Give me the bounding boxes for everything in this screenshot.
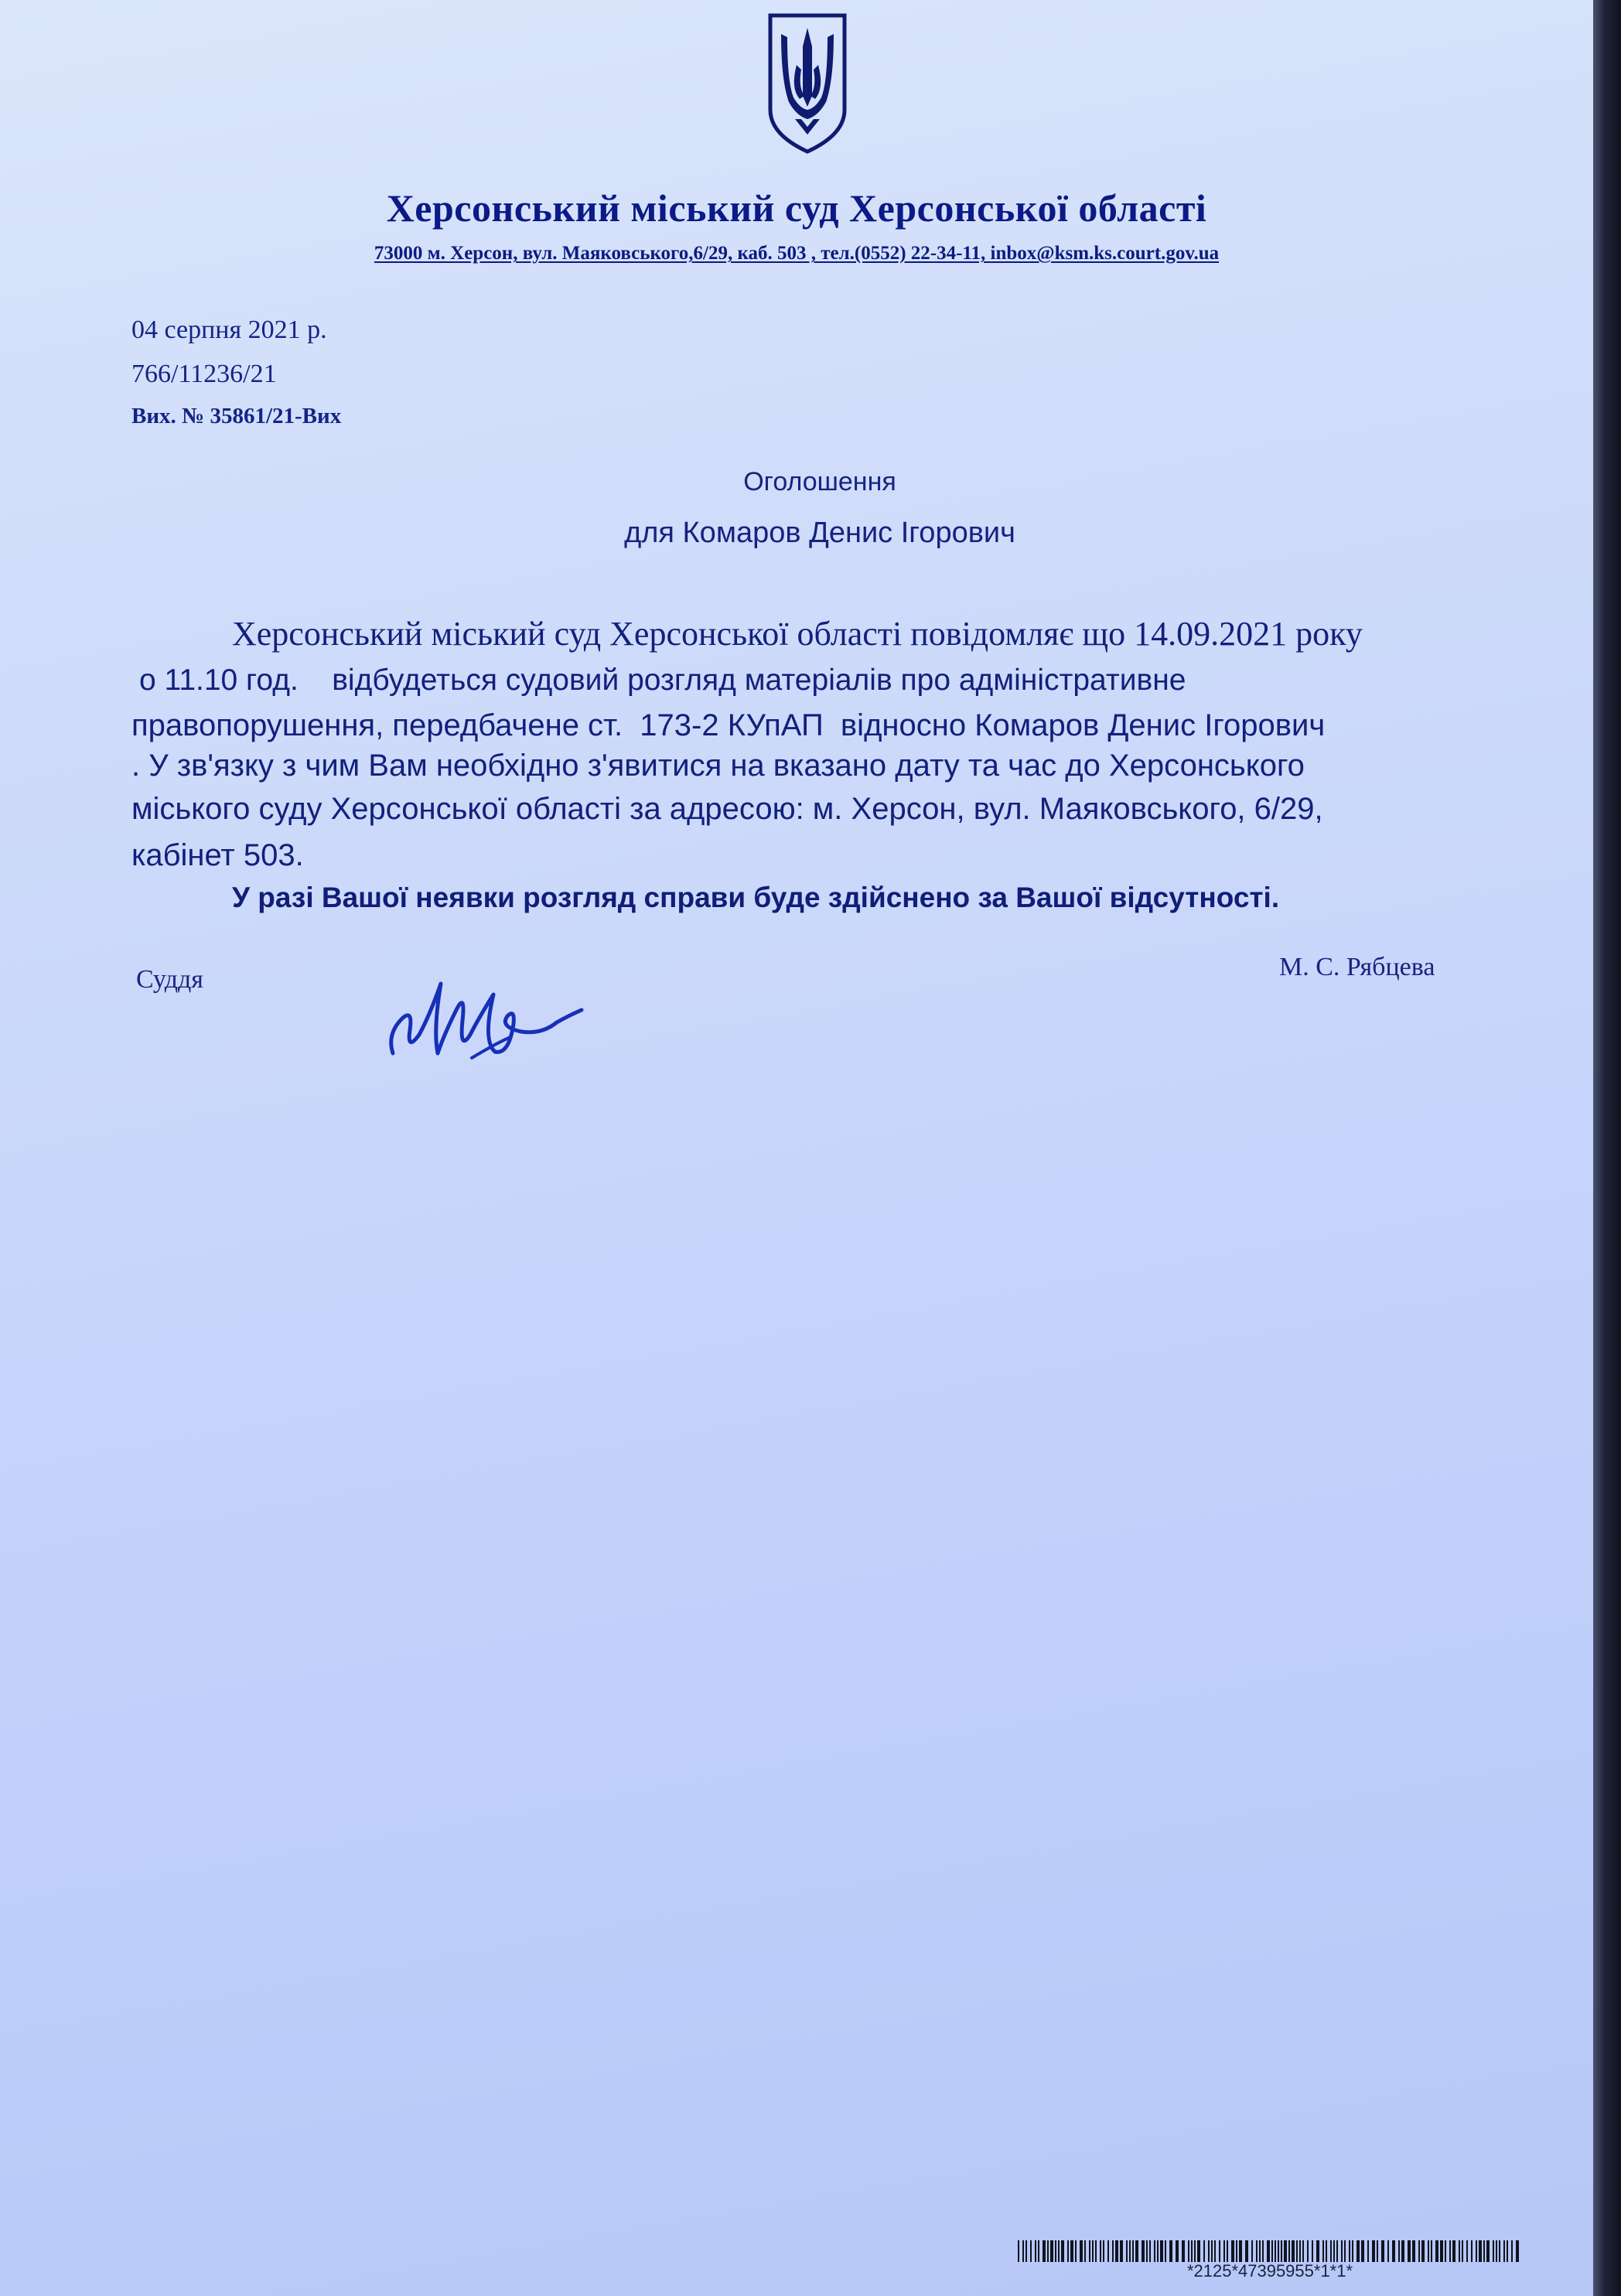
barcode-bar xyxy=(1367,2240,1369,2262)
barcode-bar xyxy=(1112,2240,1114,2262)
barcode-bar xyxy=(1466,2240,1468,2262)
barcode-bar xyxy=(1038,2240,1039,2262)
barcode-bar xyxy=(1511,2240,1513,2262)
barcode-bar xyxy=(1372,2240,1375,2262)
barcode-bar xyxy=(1245,2240,1248,2262)
barcode-bar xyxy=(1055,2240,1056,2262)
judge-role-label: Суддя xyxy=(136,965,203,994)
barcode-bar xyxy=(1120,2240,1123,2262)
barcode-bar xyxy=(1022,2240,1024,2262)
barcode-bar xyxy=(1203,2240,1205,2262)
barcode-bar xyxy=(1256,2240,1258,2262)
barcode-bar xyxy=(1418,2240,1420,2262)
barcode-bar xyxy=(1219,2240,1220,2262)
barcode-bar xyxy=(1344,2240,1346,2262)
barcode-bar xyxy=(1214,2240,1216,2262)
barcode-bar xyxy=(1132,2240,1134,2262)
barcode-bar xyxy=(1412,2240,1415,2262)
barcode-bar xyxy=(1307,2240,1309,2262)
document-date: 04 серпня 2021 р. xyxy=(131,316,327,344)
barcode-bar xyxy=(1115,2240,1118,2262)
barcode-bar xyxy=(1080,2240,1083,2262)
absence-warning: У разі Вашої неявки розгляд справи буде здійснено за Вашої відсутності. xyxy=(232,882,1280,913)
barcode-bar xyxy=(1322,2240,1324,2262)
barcode-bar xyxy=(1296,2240,1298,2262)
barcode-bar xyxy=(1496,2240,1497,2262)
barcode-bar xyxy=(1262,2240,1264,2262)
barcode-bar xyxy=(1107,2240,1109,2262)
barcode-bar xyxy=(1377,2240,1378,2262)
barcode-bar xyxy=(1271,2240,1273,2262)
barcode-bar xyxy=(1452,2240,1455,2262)
barcode-bar xyxy=(1431,2240,1432,2262)
judge-name: М. С. Рябцева xyxy=(1279,953,1435,981)
barcode-bar xyxy=(1227,2240,1228,2262)
barcode-bar xyxy=(1462,2240,1463,2262)
barcode-bar xyxy=(1302,2240,1304,2262)
barcode-bar xyxy=(1471,2240,1473,2262)
outgoing-number: Вих. № 35861/21-Вих xyxy=(131,404,342,428)
barcode-bar xyxy=(1182,2240,1185,2262)
barcode-bar xyxy=(1061,2240,1064,2262)
barcode-bar xyxy=(1251,2240,1253,2262)
barcode-bar xyxy=(1211,2240,1213,2262)
court-address-line xyxy=(0,243,1593,264)
barcode-bar xyxy=(1103,2240,1104,2262)
barcode-bar xyxy=(1292,2240,1295,2262)
barcode-bar xyxy=(1503,2240,1505,2262)
coat-of-arms-emblem xyxy=(766,11,849,155)
barcode-bar xyxy=(1176,2240,1179,2262)
body-line: кабінет 503. xyxy=(131,838,304,872)
barcode-bar xyxy=(1333,2240,1335,2262)
barcode-bar xyxy=(1349,2240,1350,2262)
barcode-bar xyxy=(1267,2240,1270,2262)
barcode-bar xyxy=(1493,2240,1494,2262)
barcode-bar xyxy=(1381,2240,1384,2262)
barcode-bar xyxy=(1281,2240,1282,2262)
barcode-bar xyxy=(1169,2240,1172,2262)
barcode-bar xyxy=(1089,2240,1090,2262)
barcode-bar xyxy=(1428,2240,1429,2262)
court-address-text: 73000 м. Херсон, вул. Маяковського,6/29, каб. 503 , тел.(0552) 22-34-11, inbox@ksm.ks.court.gov.ua xyxy=(374,243,1220,264)
barcode-bar xyxy=(1516,2240,1519,2262)
barcode-bar xyxy=(1129,2240,1131,2262)
barcode-bar xyxy=(1135,2240,1138,2262)
barcode xyxy=(1018,2240,1522,2262)
barcode-bar xyxy=(1157,2240,1159,2262)
barcode-bar xyxy=(1499,2240,1500,2262)
barcode-bar xyxy=(1160,2240,1163,2262)
barcode-bar xyxy=(1361,2240,1364,2262)
notice-recipient: для Комаров Денис Ігорович xyxy=(624,517,1015,549)
barcode-bar xyxy=(1398,2240,1400,2262)
barcode-bar xyxy=(1352,2240,1353,2262)
barcode-bar xyxy=(1188,2240,1189,2262)
barcode-bar xyxy=(1194,2240,1196,2262)
barcode-bar xyxy=(1483,2240,1485,2262)
barcode-bar xyxy=(1341,2240,1343,2262)
barcode-bar xyxy=(1275,2240,1276,2262)
barcode-bar xyxy=(1330,2240,1332,2262)
barcode-bar xyxy=(1440,2240,1443,2262)
barcode-bar xyxy=(1043,2240,1046,2262)
barcode-bar xyxy=(1070,2240,1073,2262)
barcode-bar xyxy=(1208,2240,1210,2262)
barcode-bar xyxy=(1165,2240,1166,2262)
barcode-bar xyxy=(1278,2240,1279,2262)
barcode-bar xyxy=(1387,2240,1389,2262)
handwritten-signature xyxy=(379,960,603,1069)
barcode-bar xyxy=(1030,2240,1032,2262)
barcode-bar xyxy=(1401,2240,1404,2262)
barcode-bar xyxy=(1421,2240,1425,2262)
barcode-bar xyxy=(1445,2240,1446,2262)
barcode-bar xyxy=(1435,2240,1438,2262)
barcode-bar xyxy=(1075,2240,1077,2262)
barcode-bar xyxy=(1142,2240,1145,2262)
barcode-bar xyxy=(1392,2240,1395,2262)
body-line: . У зв'язку з чим Вам необхідно з'явитися на вказано дату та час до Херсонського xyxy=(131,749,1305,783)
barcode-bar xyxy=(1288,2240,1290,2262)
barcode-bar xyxy=(1459,2240,1460,2262)
barcode-bar xyxy=(1126,2240,1128,2262)
barcode-bar xyxy=(1336,2240,1338,2262)
barcode-bar xyxy=(1408,2240,1411,2262)
barcode-bar xyxy=(1197,2240,1200,2262)
barcode-bar xyxy=(1092,2240,1094,2262)
barcode-bar xyxy=(1149,2240,1151,2262)
barcode-bar xyxy=(1236,2240,1237,2262)
barcode-bar xyxy=(1259,2240,1261,2262)
barcode-number: *2125*47395955*1*1* xyxy=(1186,2261,1353,2281)
barcode-bar xyxy=(1486,2240,1490,2262)
barcode-bar xyxy=(1476,2240,1477,2262)
barcode-bar xyxy=(1357,2240,1360,2262)
notice-title: Оголошення xyxy=(743,467,896,496)
barcode-bar xyxy=(1100,2240,1101,2262)
barcode-bar xyxy=(1025,2240,1027,2262)
barcode-bar xyxy=(1239,2240,1242,2262)
barcode-bar xyxy=(1095,2240,1097,2262)
body-line: правопорушення, передбачене ст. 173-2 КУпАП відносно Комаров Денис Ігорович xyxy=(131,708,1326,742)
barcode-bar xyxy=(1479,2240,1482,2262)
barcode-bar xyxy=(1312,2240,1313,2262)
barcode-bar xyxy=(1018,2240,1019,2262)
barcode-bar xyxy=(1058,2240,1060,2262)
barcode-bar xyxy=(1326,2240,1327,2262)
barcode-bar xyxy=(1047,2240,1049,2262)
barcode-bar xyxy=(1284,2240,1287,2262)
barcode-bar xyxy=(1231,2240,1234,2262)
body-line: міського суду Херсонської області за адресою: м. Херсон, вул. Маяковського, 6/29, xyxy=(131,792,1323,826)
barcode-bar xyxy=(1299,2240,1301,2262)
barcode-bar xyxy=(1191,2240,1193,2262)
page-edge-shadow xyxy=(1593,0,1621,2296)
barcode-bar xyxy=(1084,2240,1086,2262)
barcode-bar xyxy=(1067,2240,1069,2262)
barcode-bar xyxy=(1507,2240,1508,2262)
barcode-bar xyxy=(1035,2240,1036,2262)
body-line: о 11.10 год. відбудеться судовий розгляд матеріалів про адміністративне xyxy=(139,664,1186,697)
barcode-bar xyxy=(1146,2240,1148,2262)
barcode-bar xyxy=(1154,2240,1155,2262)
barcode-bar xyxy=(1449,2240,1451,2262)
barcode-bar xyxy=(1050,2240,1053,2262)
barcode-bar xyxy=(1223,2240,1225,2262)
case-number: 766/11236/21 xyxy=(131,360,277,388)
body-line: Херсонський міський суд Херсонської області повідомляє що 14.09.2021 року xyxy=(232,615,1363,653)
court-name-heading: Херсонський міський суд Херсонської області xyxy=(386,186,1207,230)
barcode-bar xyxy=(1316,2240,1319,2262)
